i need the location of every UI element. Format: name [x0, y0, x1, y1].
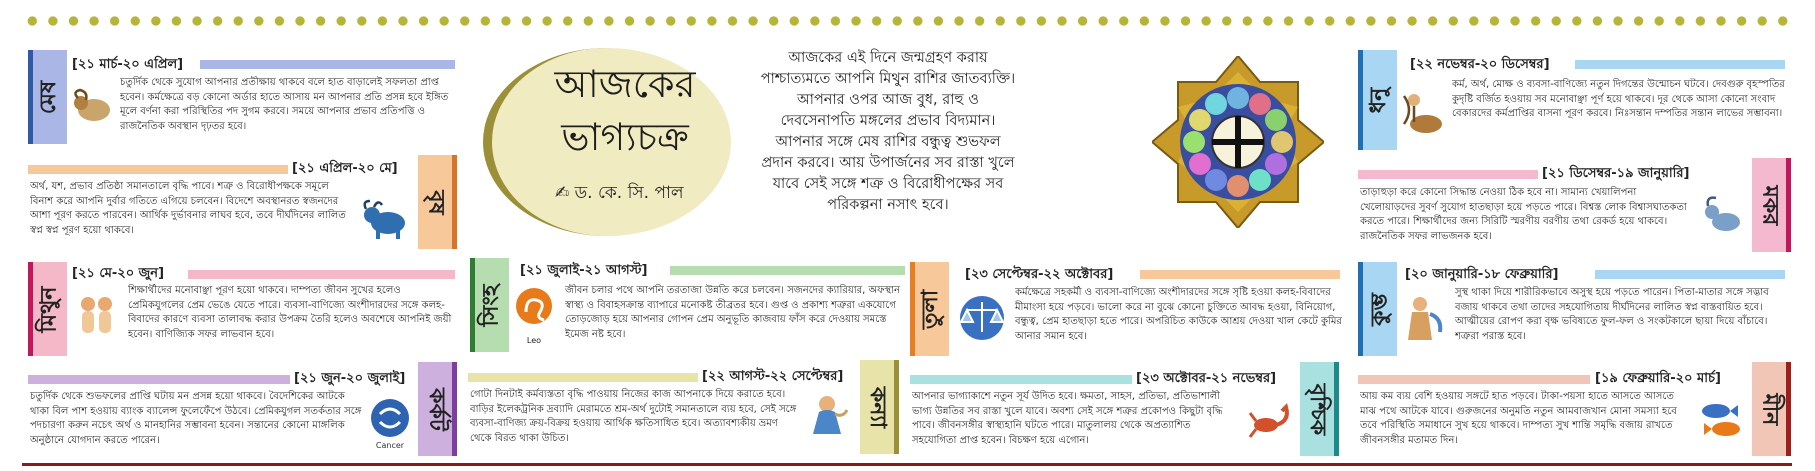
bottom-rule [22, 463, 1792, 466]
svg-text:Cancer: Cancer [375, 441, 405, 450]
ram-icon [70, 86, 116, 130]
scales-icon [955, 292, 1009, 344]
sign-tab-mithun: মিথুন [28, 262, 67, 356]
sign-text-mesh: চতুর্দিক থেকে সুযোগ আপনার প্রতীক্ষায় থাকবে বলে হাত বাড়ালেই সফলতা প্রাপ্ত হবেন। কর্মক্ষেত্রে বড় কোনো অর্ডার হাতে আসায় মন আপনার প্রতি প্রসন্ন হবে ইঙ্গিত মূলে বর্ণনা করা পরিস্থিতির পদ সুগম করবে। সময়ে আপনার প্রভাব প্রতিপত্তি ও রাজনৈতিক অবস্থান দৃঢ়তর হবে। [120, 77, 449, 132]
zodiac-wheel-icon [1152, 56, 1324, 228]
sign-tab-kumbha: কুম্ভ [1358, 262, 1397, 356]
sign-date-makar: [২১ ডিসেম্বর-১৯ জানুয়ারি] [1542, 166, 1690, 181]
page-title-line1: আজকের [554, 62, 696, 106]
sign-text-brischik: আপনার ভাগ্যাকাশে নতুন সূর্য উদিত হবে। ক্ষমতা, সাহস, প্রতিভা, প্রতিভাশালী ভাগ্য উন্নতির সব রাস্তা খুলে যাবে। অবশ্য সেই সঙ্গে শত্রুর প্রকোপও কিছুটা বৃদ্ধি পাবে। জীবনসঙ্গীর স্বাস্থ্যহানি ঘটতে পারে। মাতুলালয় থেকে অপ্রত্যাশিত সহযোগিতা প্রাপ্ত হবেন। বিচক্ষণ হয়ে এগোন। [912, 391, 1223, 446]
sign-date-mithun: [২১ মে-২০ জুন] [72, 266, 165, 281]
sign-text-meen: আয় কম ব্যয় বেশি হওয়ায় সঙ্গটে হাত পড়বে। টাকা-পয়সা হাতে আসতে আসতে মাঝ পথে আটকে যাবে। গুরুজনের অনুমতি নতুন আমবাজখান মোনা সমস্যা হবে তবে পরিস্থিতি সমাধানে সুখ হয়ে থাকবে। দাম্পত্য সুখ শান্তি সমৃদ্ধি বজায় রাখতে জীবনসঙ্গীর মতামত দিন। [1360, 391, 1677, 446]
sign-bar-kanya [468, 373, 698, 382]
sign-tab-brischik: বৃশ্চিক [1300, 362, 1339, 456]
sign-tab-karkat: কর্কট [418, 362, 457, 456]
virgin-icon [805, 390, 855, 440]
intro-paragraph: আজকের এই দিনে জন্মগ্রহণ করায় পাশ্চাত্যমতে আপনি মিথুন রাশির জাতব্যক্তি। আপনার ওপর আজ বুধ, রাহু ও দেবসেনাপতি মঙ্গলের প্রভাব বিদ্যমান। আপনার সঙ্গে মেষ রাশির বন্ধুত্ব শুভফল প্রদান করবে। আয় উপার্জনের সব রাস্তা খুলে যাবে সেই সঙ্গে শত্রু ও বিরোধীপক্ষের সব পরিকল্পনা নসাৎ হবে। [760, 50, 1016, 213]
archer-icon [1400, 88, 1448, 142]
sign-tab-makar: মকর [1752, 158, 1791, 252]
sign-text-kanya: গোটা দিনটাই কর্মব্যস্ততা বৃদ্ধি পাওয়ায় নিজের কাজ আপনাকে দিয়ে করাতে হবে। বাড়ির ইলেকট্রনিক দ্রব্যাদি মেরামতে শ্রম-অর্থ দুটোই সমানতালে ব্যয় হবে, সেই সঙ্গে ব্যবসা-বাণিজ্য ক্রয়-বিক্রয় হওয়ায় আর্থিক ক্ষতিসাধিত হবে। অত্যাবশ্যকীয় ভ্রমণ থেকে বিরত থাকা উচিত। [470, 389, 797, 444]
sign-date-brischik: [২৩ অক্টোবর-২১ নভেম্বর] [1136, 371, 1277, 386]
sign-bar-makar [1358, 170, 1538, 179]
sign-tab-brisha: বৃষ [418, 155, 457, 249]
sign-text-tula: কর্মক্ষেত্রে সহকর্মী ও ব্যবসা-বাণিজ্যে অংশীদারদের সঙ্গে সৃষ্টি হওয়া কলহ-বিবাদের মীমাংসা হয়ে পড়বে। ভালো করে না বুঝে কোনো চুক্তিতে আবদ্ধ হওয়া, বিনিয়োগ, বন্ধুত্ব, প্রেম হাতছাড়া হতে পারে। অপরিচিত কাউকে আশ্রয় দেওয়া খাল কেটে কুমির আনার সমান হবে। [1015, 287, 1342, 342]
sign-tab-dhanu: ধনু [1358, 50, 1397, 150]
sign-text-mithun: শিক্ষার্থীদের মনোবাঞ্ছা পূরণ হয়ো থাকবে। দাম্পত্য জীবন সুখের হলেও প্রেমিকযুগলের প্রেম ভেঙে যেতে পারে। ব্যবসা-বাণিজ্যে অংশীদারদের সঙ্গে কলহ-বিবাদের কারণে ব্যবসা তালাবদ্ধ করার উপক্রম তৈরি হলেও অবশেষে আপনিই জয়ী হবেন। বাণিজ্যিক সফর লাভবান হবে। [128, 285, 452, 340]
sign-bar-mesh [200, 60, 455, 69]
sign-text-brisha: অর্থ, যশ, প্রভাব প্রতিষ্ঠা সমানতালে বৃদ্ধি পাবে। শত্রু ও বিরোধীপক্ষকে সমূলে বিনাশ করে আপনি দুর্বার গতিতে এগিয়ে চলবেন। বিদেশে অবস্থানরত স্বজনদের আশা পূরণ করতে পারবেন। আর্থিক দুর্ভাবনার লাঘব হবে, তবে দীর্ঘদিনের লালিত স্বপ্ন স্বপ্ন পূরণ হয়ো থাকবে। [30, 181, 346, 236]
sign-tab-singha: সিংহ [470, 258, 509, 352]
sign-bar-mithun [188, 270, 455, 279]
sign-bar-singha [670, 266, 905, 275]
sign-date-kumbha: [২০ জানুয়ারি-১৮ ফেব্রুয়ারি] [1405, 267, 1559, 282]
sign-text-karkat: চতুর্দিক থেকে শুভফলের প্রাপ্তি ঘটায় মন প্রসন্ন হয়ো থাকবে। বৈদেশিকের আটকে থাকা বিল পাশ হওয়ায় ব্যাংক ব্যালেন্স ফুলেফেঁপে উঠবে। প্রেমিকযুগল সতর্কতার সঙ্গে পদচারণা করুন নচেৎ অর্থ ও মানহানির সম্ভাবনা হবেন। সন্তানের কোনো মাঙ্গলিক অনুষ্ঠানে যোগদান করতে পারেন। [30, 391, 362, 446]
sign-tab-kanya: কন্যা [860, 360, 899, 454]
page-title-line2: ভাগ্যচক্র [561, 115, 689, 159]
fish-icon [1696, 395, 1748, 445]
scorpion-icon [1244, 395, 1294, 445]
bull-icon [360, 195, 412, 241]
dotted-border [22, 14, 1792, 28]
sign-tab-tula: তুলা [910, 262, 949, 356]
sign-bar-brischik [910, 375, 1132, 384]
sign-tab-mesh: মেষ [28, 50, 67, 144]
lion-icon [512, 286, 556, 334]
crab-icon [368, 396, 412, 452]
sign-date-kanya: [২২ আগস্ট-২২ সেপ্টেম্বর] [702, 369, 844, 384]
sign-bar-karkat [28, 375, 290, 384]
sign-date-meen: [১৯ ফেব্রুয়ারি-২০ মার্চ] [1595, 371, 1721, 386]
sign-bar-meen [1358, 375, 1590, 384]
water-bearer-icon [1400, 292, 1450, 344]
sign-text-dhanu: কর্ম, অর্থ, মোক্ষ ও ব্যবসা-বাণিজ্যে নতুন দিগন্তের উন্মোচন ঘটবে। দেবগুরু বৃহস্পতির কুদৃষ্টি বর্জিত হওয়ায় সব মনোবাঞ্ছা পূর্ণ হয়ে থাকবে। দূর থেকে আসা কোনো সংবাদ বেকারদের কর্মপ্রাপ্তির বাসনা পূরণ করবে। নিঃসন্তান দম্পতির সন্তান লাভের সম্ভাবনা। [1452, 79, 1785, 119]
sign-bar-tula [1140, 270, 1340, 279]
sign-bar-kumbha [1595, 270, 1785, 279]
lion-icon-caption: Leo [526, 336, 542, 345]
sign-date-dhanu: [২২ নভেম্বর-২০ ডিসেম্বর] [1410, 57, 1550, 72]
sign-bar-brisha [28, 165, 288, 174]
author-byline: ✍ ড. কে. সি. পাল [555, 183, 684, 203]
sign-text-singha: জীবন চলার পথে আপনি তরতাজা উন্নতি করে চলবেন। সজনদের ক্যারিয়ার, অফস্থান স্বাস্থ্য ও বিবাহসক্রান্ত ব্যাপারে মনোকষ্ট তীব্রতর হবে। গুপ্ত ও প্রকাশ্য শত্রুরা একযোগে তোড়জোড় হয়ে আপনার গোপন প্রেম অনুভূতি কাজবায় ফাঁস করে দেওয়ায় সমস্তে ইমেজ নষ্ট হবে। [565, 285, 900, 340]
sign-date-karkat: [২১ জুন-২০ জুলাই] [294, 371, 406, 386]
sign-date-tula: [২৩ সেপ্টেম্বর-২২ অক্টোবর] [965, 267, 1114, 282]
sign-date-singha: [২১ জুলাই-২১ আগস্ট] [520, 263, 648, 278]
sign-tab-meen: মীন [1752, 362, 1791, 456]
twins-icon [72, 292, 122, 336]
sign-text-kumbha: সুস্থ থাকা দিয়ে শারীরিকভাবে অসুস্থ হয়ে পড়তে পারেন। পিতা-মাতার সঙ্গে সদ্ভাব বজায় থাকবে তথা তাদের সহযোগিতায় দীর্ঘদিনের লালিত স্বপ্ন বাস্তবায়িত হবে। আত্মীয়ের রোপণ করা বৃক্ষ ভবিষ্যতে ফুল-ফল ও সংকটকালে ছায়া দিয়ে বাঁচাবে। শত্রুরা পরাস্ত হবে। [1455, 287, 1769, 342]
sign-text-makar: তাড়াহুড়া করে কোনো সিদ্ধান্ত নেওয়া ঠিক হবে না। সামান্য খেয়ালিপনা খেলোয়াড়দের সুবর্ণ সুযোগ হাতছাড়া হয়ে পড়তে পারে। বিশ্বস্ত লোক বিশ্বাসঘাতকতা করতে পারে। শিক্ষার্থীদের জন্য সিরিটি স্মরণীয় বরণীয় তথা রেকর্ড হয়ে থাকবে। রাজনৈতিক সফর লাভজনক হবে। [1360, 187, 1687, 242]
sign-date-brisha: [২১ এপ্রিল-২০ মে] [292, 161, 398, 176]
goat-icon [1698, 192, 1748, 242]
sign-bar-dhanu [1575, 60, 1785, 69]
sign-date-mesh: [২১ মার্চ-২০ এপ্রিল] [72, 57, 184, 72]
